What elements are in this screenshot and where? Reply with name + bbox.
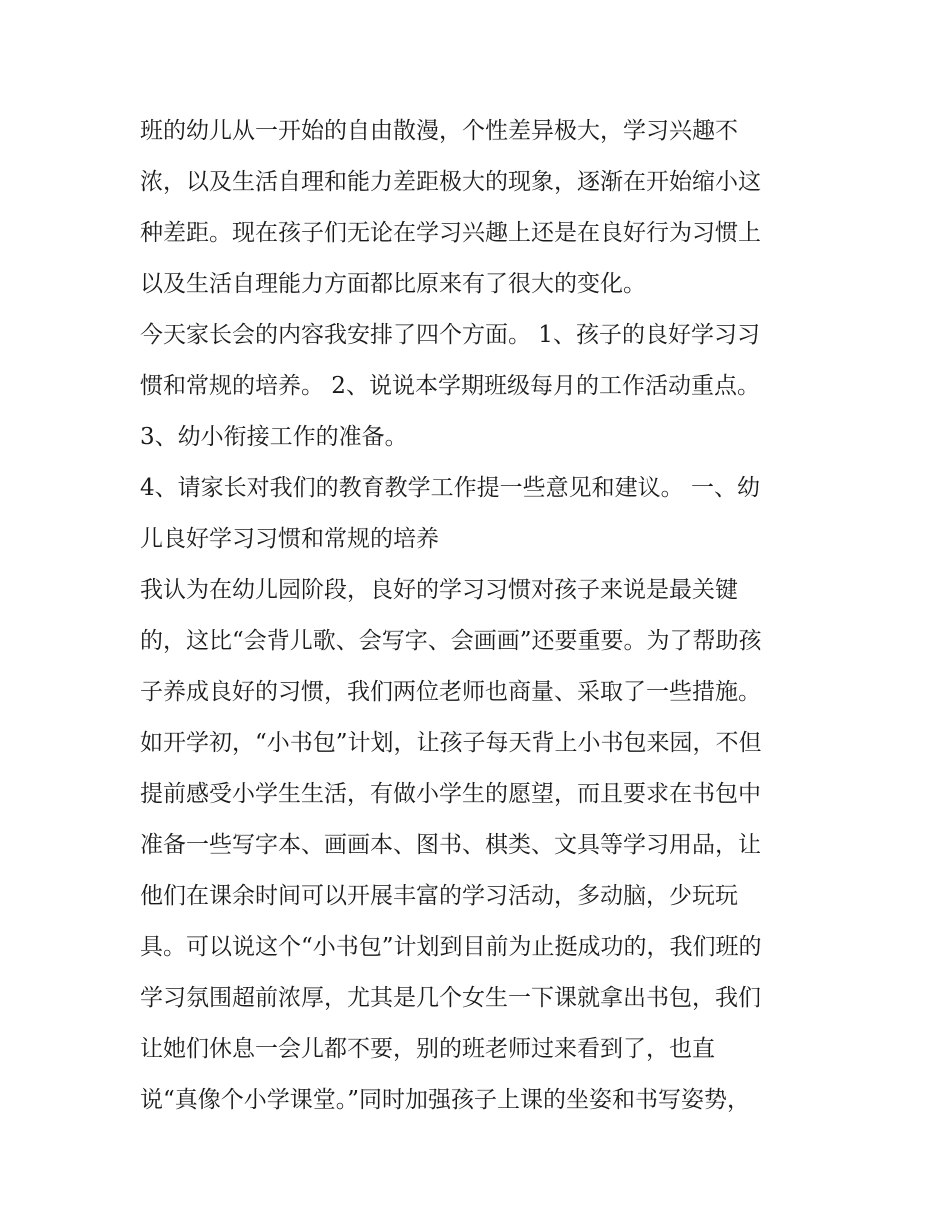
text-line: 惯和常规的培养。 2、说说本学期班级每月的工作活动重点。 <box>140 373 760 399</box>
text-line: 他们在课余时间可以开展丰富的学习活动，多动脑，少玩玩 <box>140 883 738 909</box>
body-text <box>140 106 830 1126</box>
text-line: 的，这比“会背儿歌、会写字、会画画”还要重要。为了帮助孩 <box>140 628 762 654</box>
text-line: 今天家长会的内容我安排了四个方面。 1、孩子的良好学习习 <box>140 322 760 348</box>
text-line: 班的幼儿从一开始的自由散漫，个性差异极大，学习兴趣不 <box>140 118 738 144</box>
text-line: 我认为在幼儿园阶段，良好的学习习惯对孩子来说是最关键 <box>140 577 738 603</box>
text-line: 儿良好学习习惯和常规的培养 <box>140 526 439 552</box>
text-line: 种差距。现在孩子们无论在学习兴趣上还是在良好行为习惯上 <box>140 220 761 246</box>
text-line: 学习氛围超前浓厚，尤其是几个女生一下课就拿出书包，我们 <box>140 985 761 1011</box>
text-line: 4、请家长对我们的教育教学工作提一些意见和建议。 一、幼 <box>140 475 760 501</box>
text-line: 如开学初，“小书包”计划，让孩子每天背上小书包来园，不但 <box>140 730 762 756</box>
text-line: 3、幼小衔接工作的准备。 <box>140 424 408 450</box>
text-line: 准备一些写字本、画画本、图书、棋类、文具等学习用品，让 <box>140 832 761 858</box>
text-line: 说“真像个小学课堂。”同时加强孩子上课的坐姿和书写姿势， <box>140 1087 751 1113</box>
text-line: 浓，以及生活自理和能力差距极大的现象，逐渐在开始缩小这 <box>140 169 761 195</box>
text-line: 以及生活自理能力方面都比原来有了很大的变化。 <box>140 271 646 297</box>
text-line: 子养成良好的习惯，我们两位老师也商量、采取了一些措施。 <box>140 679 761 705</box>
text-line: 具。可以说这个“小书包”计划到目前为止挺成功的，我们班的 <box>140 934 762 960</box>
text-line: 让她们休息一会儿都不要，别的班老师过来看到了，也直 <box>140 1036 715 1062</box>
text-line: 提前感受小学生生活，有做小学生的愿望，而且要求在书包中 <box>140 781 761 807</box>
